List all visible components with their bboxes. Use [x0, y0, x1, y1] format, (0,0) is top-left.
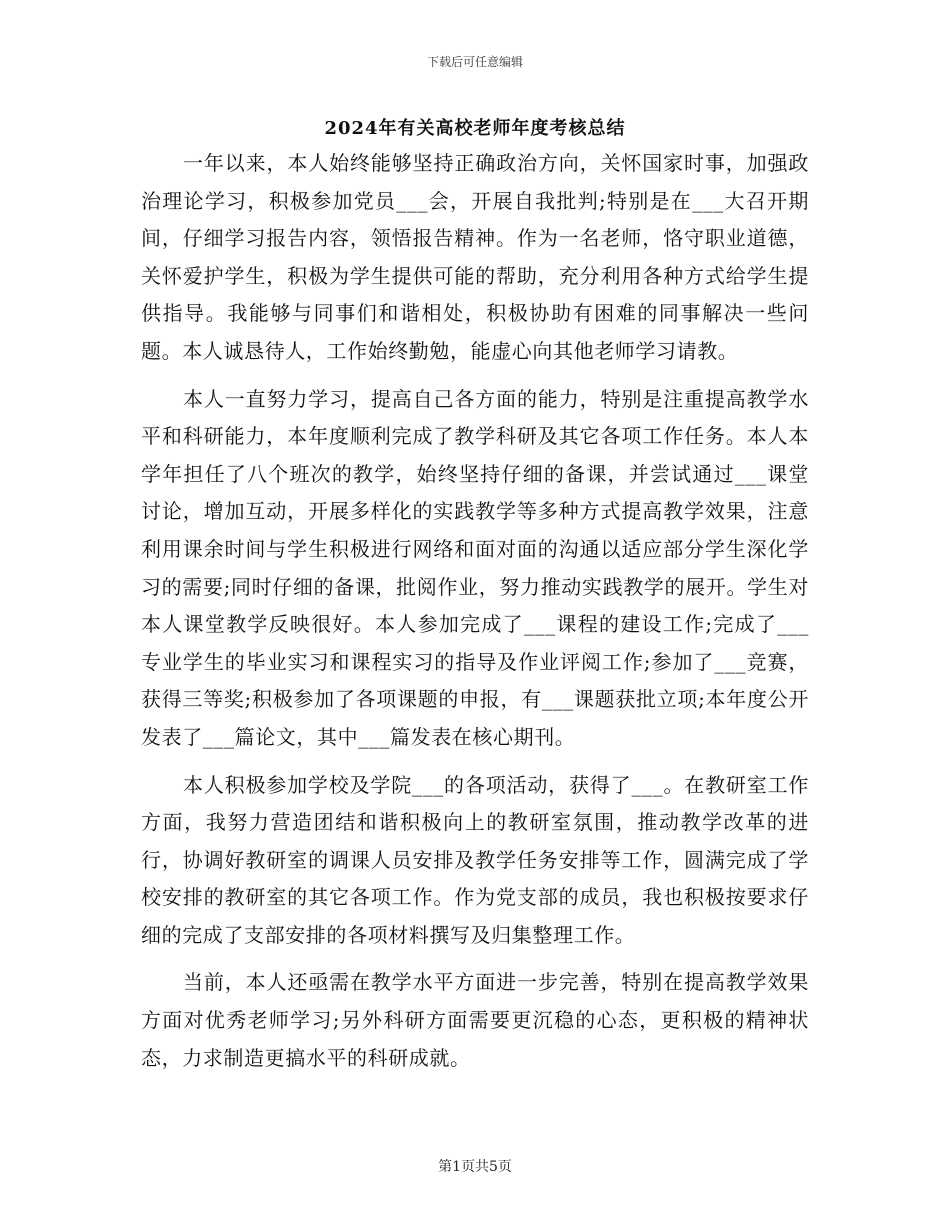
paragraph-1: 一年以来，本人始终能够坚持正确政治方向，关怀国家时事，加强政治理论学习，积极参加党员___会，开展自我批判;特别是在___大召开期间，仔细学习报告内容，领悟报告精神。作为一名老师，恪守职业道德，关怀爱护学生，积极为学生提供可能的帮助，充分利用各种方式给学生提供指导。我能够与同事们和谐相处，积极协助有困难的同事解决一些问题。本人诚恳待人，工作始终勤勉，能虚心向其他老师学习请教。 [141, 151, 809, 363]
document-title: 2024年有关高校老师年度考核总结 [324, 118, 626, 139]
header-note: 下载后可任意编辑 [426, 55, 523, 69]
page-indicator: 第1页共5页 [438, 1159, 512, 1175]
paragraph-4: 当前，本人还亟需在教学水平方面进一步完善，特别在提高教学效果方面对优秀老师学习;另外科研方面需要更沉稳的心态，更积极的精神状态，力求制造更搞水平的科研成就。 [141, 970, 809, 1070]
paragraph-2: 本人一直努力学习，提高自己各方面的能力，特别是注重提高教学水平和科研能力，本年度顺利完成了教学科研及其它各项工作任务。本人本学年担任了八个班次的教学，始终坚持仔细的备课，并尝试通过___课堂讨论，增加互动，开展多样化的实践教学等多种方式提高教学效果，注意利用课余时间与学生积极进行网络和面对面的沟通以适应部分学生深化学习的需要;同时仔细的备课，批阅作业，努力推动实践教学的展开。学生对本人课堂教学反映很好。本人参加完成了___课程的建设工作;完成了___专业学生的毕业实习和课程实习的指导及作业评阅工作;参加了___竞赛，获得三等奖;积极参加了各项课题的申报，有___课题获批立项;本年度公开发表了___篇论文，其中___篇发表在核心期刊。 [141, 386, 809, 749]
paragraph-3: 本人积极参加学校及学院___的各项活动，获得了___。在教研室工作方面，我努力营造团结和谐积极向上的教研室氛围，推动教学改革的进行，协调好教研室的调课人员安排及教学任务安排等工作，圆满完成了学校安排的教研室的其它各项工作。作为党支部的成员，我也积极按要求仔细的完成了支部安排的各项材料撰写及归集整理工作。 [141, 772, 809, 947]
document-body [141, 145, 809, 1087]
